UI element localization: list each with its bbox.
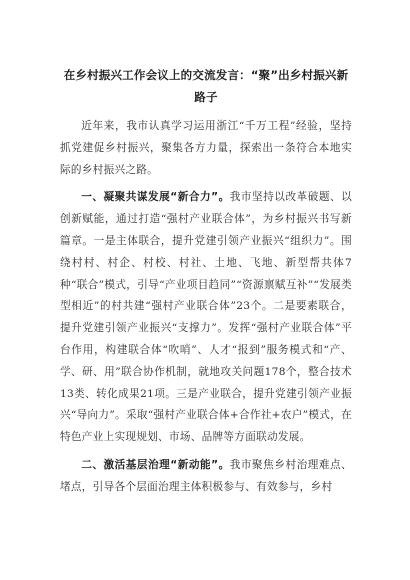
document-content [60, 64, 352, 505]
section-2-paragraph [60, 455, 352, 499]
section-1-paragraph [60, 187, 352, 449]
intro-paragraph: 近年来，我市认真学习运用浙江“千万工程”经验，坚持抓党建促乡村振兴，聚集各方力量，探索出一条符合本地实际的乡村振兴之路。 [60, 120, 352, 176]
section-2-heading: 二、激活基层治理“新动能”。 [81, 458, 230, 471]
section-1-heading: 一、凝聚共谋发展“新合力”。 [81, 191, 230, 204]
section-1-body: 我市坚持以改革破题、以创新赋能，通过打造“强村产业联合体”，为乡村振兴书写新篇章。一是主体联合，提升党建引领产业振兴“组织力”。围绕村村、村企、村校、村社、土地、飞地、新型帮共体7种“联合”模式，引导“产业项目趋同”“资源禀赋互补”“发展类型相近”的村共建“强村产业联合体”23个。二是要素联合，提升党建引领产业振兴“支撑力”。发挥“强村产业联合体”平台作用，构建联合体“吹哨”、人才“报到”服务模式和“产、学、研、用”联合协作机制，就地攻关问题178个，整合技术13类、转化成果21项。三是产业联合，提升党建引领产业振兴“导向力”。采取“强村产业联合体+合作社+农户”模式，在特色产业上实现规划、市场、品牌等方面联动发展。 [60, 191, 352, 444]
section-2-body: 我市聚焦乡村治理难点、堵点，引导各个层面治理主体积极参与、有效参与，乡村 [60, 458, 352, 493]
document-title: 在乡村振兴工作会议上的交流发言：“聚”出乡村振兴新路子 [63, 68, 349, 104]
